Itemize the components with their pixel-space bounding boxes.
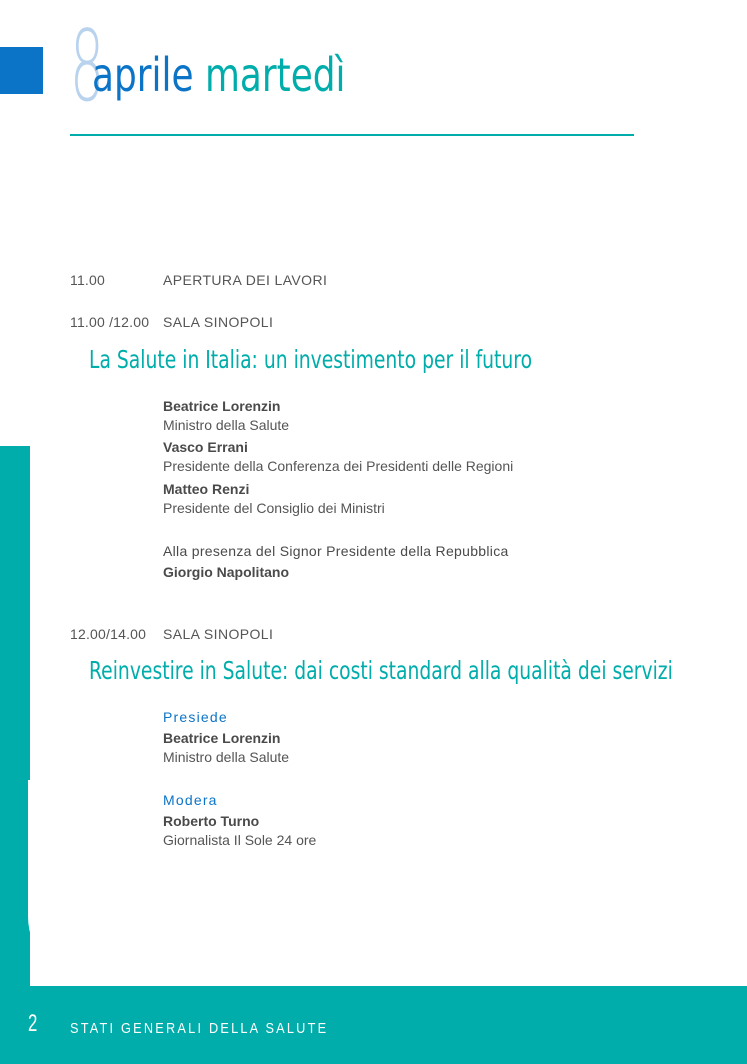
speaker-name: Matteo Renzi — [163, 481, 250, 497]
chair-label: Presiede — [163, 709, 228, 725]
header-tab — [0, 47, 43, 94]
moderator-role: Giornalista Il Sole 24 ore — [163, 832, 317, 848]
speaker-name: Beatrice Lorenzin — [163, 398, 281, 414]
footer-title: STATI GENERALI DELLA SALUTE — [70, 1020, 329, 1037]
moderator-label: Modera — [163, 792, 218, 808]
date-title — [92, 48, 346, 102]
time-slot: 12.00/14.00 — [70, 626, 147, 642]
speaker-role: Presidente della Conferenza dei Presidenti delle Regioni — [163, 458, 514, 474]
opening-label: APERTURA DEI LAVORI — [163, 272, 328, 288]
time-slot: 11.00 — [70, 272, 105, 288]
month: aprile — [92, 48, 194, 102]
chair-name: Beatrice Lorenzin — [163, 730, 281, 746]
speaker-name: Vasco Errani — [163, 439, 248, 455]
weekday: martedì — [204, 48, 346, 102]
presence-text: Alla presenza del Signor Presidente della Repubblica — [163, 543, 509, 559]
speaker-role: Presidente del Consiglio dei Ministri — [163, 500, 385, 516]
header-rule — [70, 134, 634, 136]
chair-role: Ministro della Salute — [163, 749, 290, 765]
session-title: Reinvestire in Salute: dai costi standard alla qualità dei servizi — [89, 656, 673, 685]
page-number: 2 — [28, 1010, 38, 1037]
moderator-name: Roberto Turno — [163, 813, 260, 829]
session-title: La Salute in Italia: un investimento per il futuro — [89, 345, 533, 374]
time-slot: 11.00 /12.00 — [70, 314, 150, 330]
side-band — [0, 446, 30, 1064]
room-label: SALA SINOPOLI — [163, 314, 274, 330]
presence-name: Giorgio Napolitano — [163, 564, 289, 580]
room-label: SALA SINOPOLI — [163, 626, 274, 642]
day-number: 8 — [70, 10, 105, 124]
speaker-role: Ministro della Salute — [163, 417, 290, 433]
content-panel-curve — [28, 780, 747, 986]
